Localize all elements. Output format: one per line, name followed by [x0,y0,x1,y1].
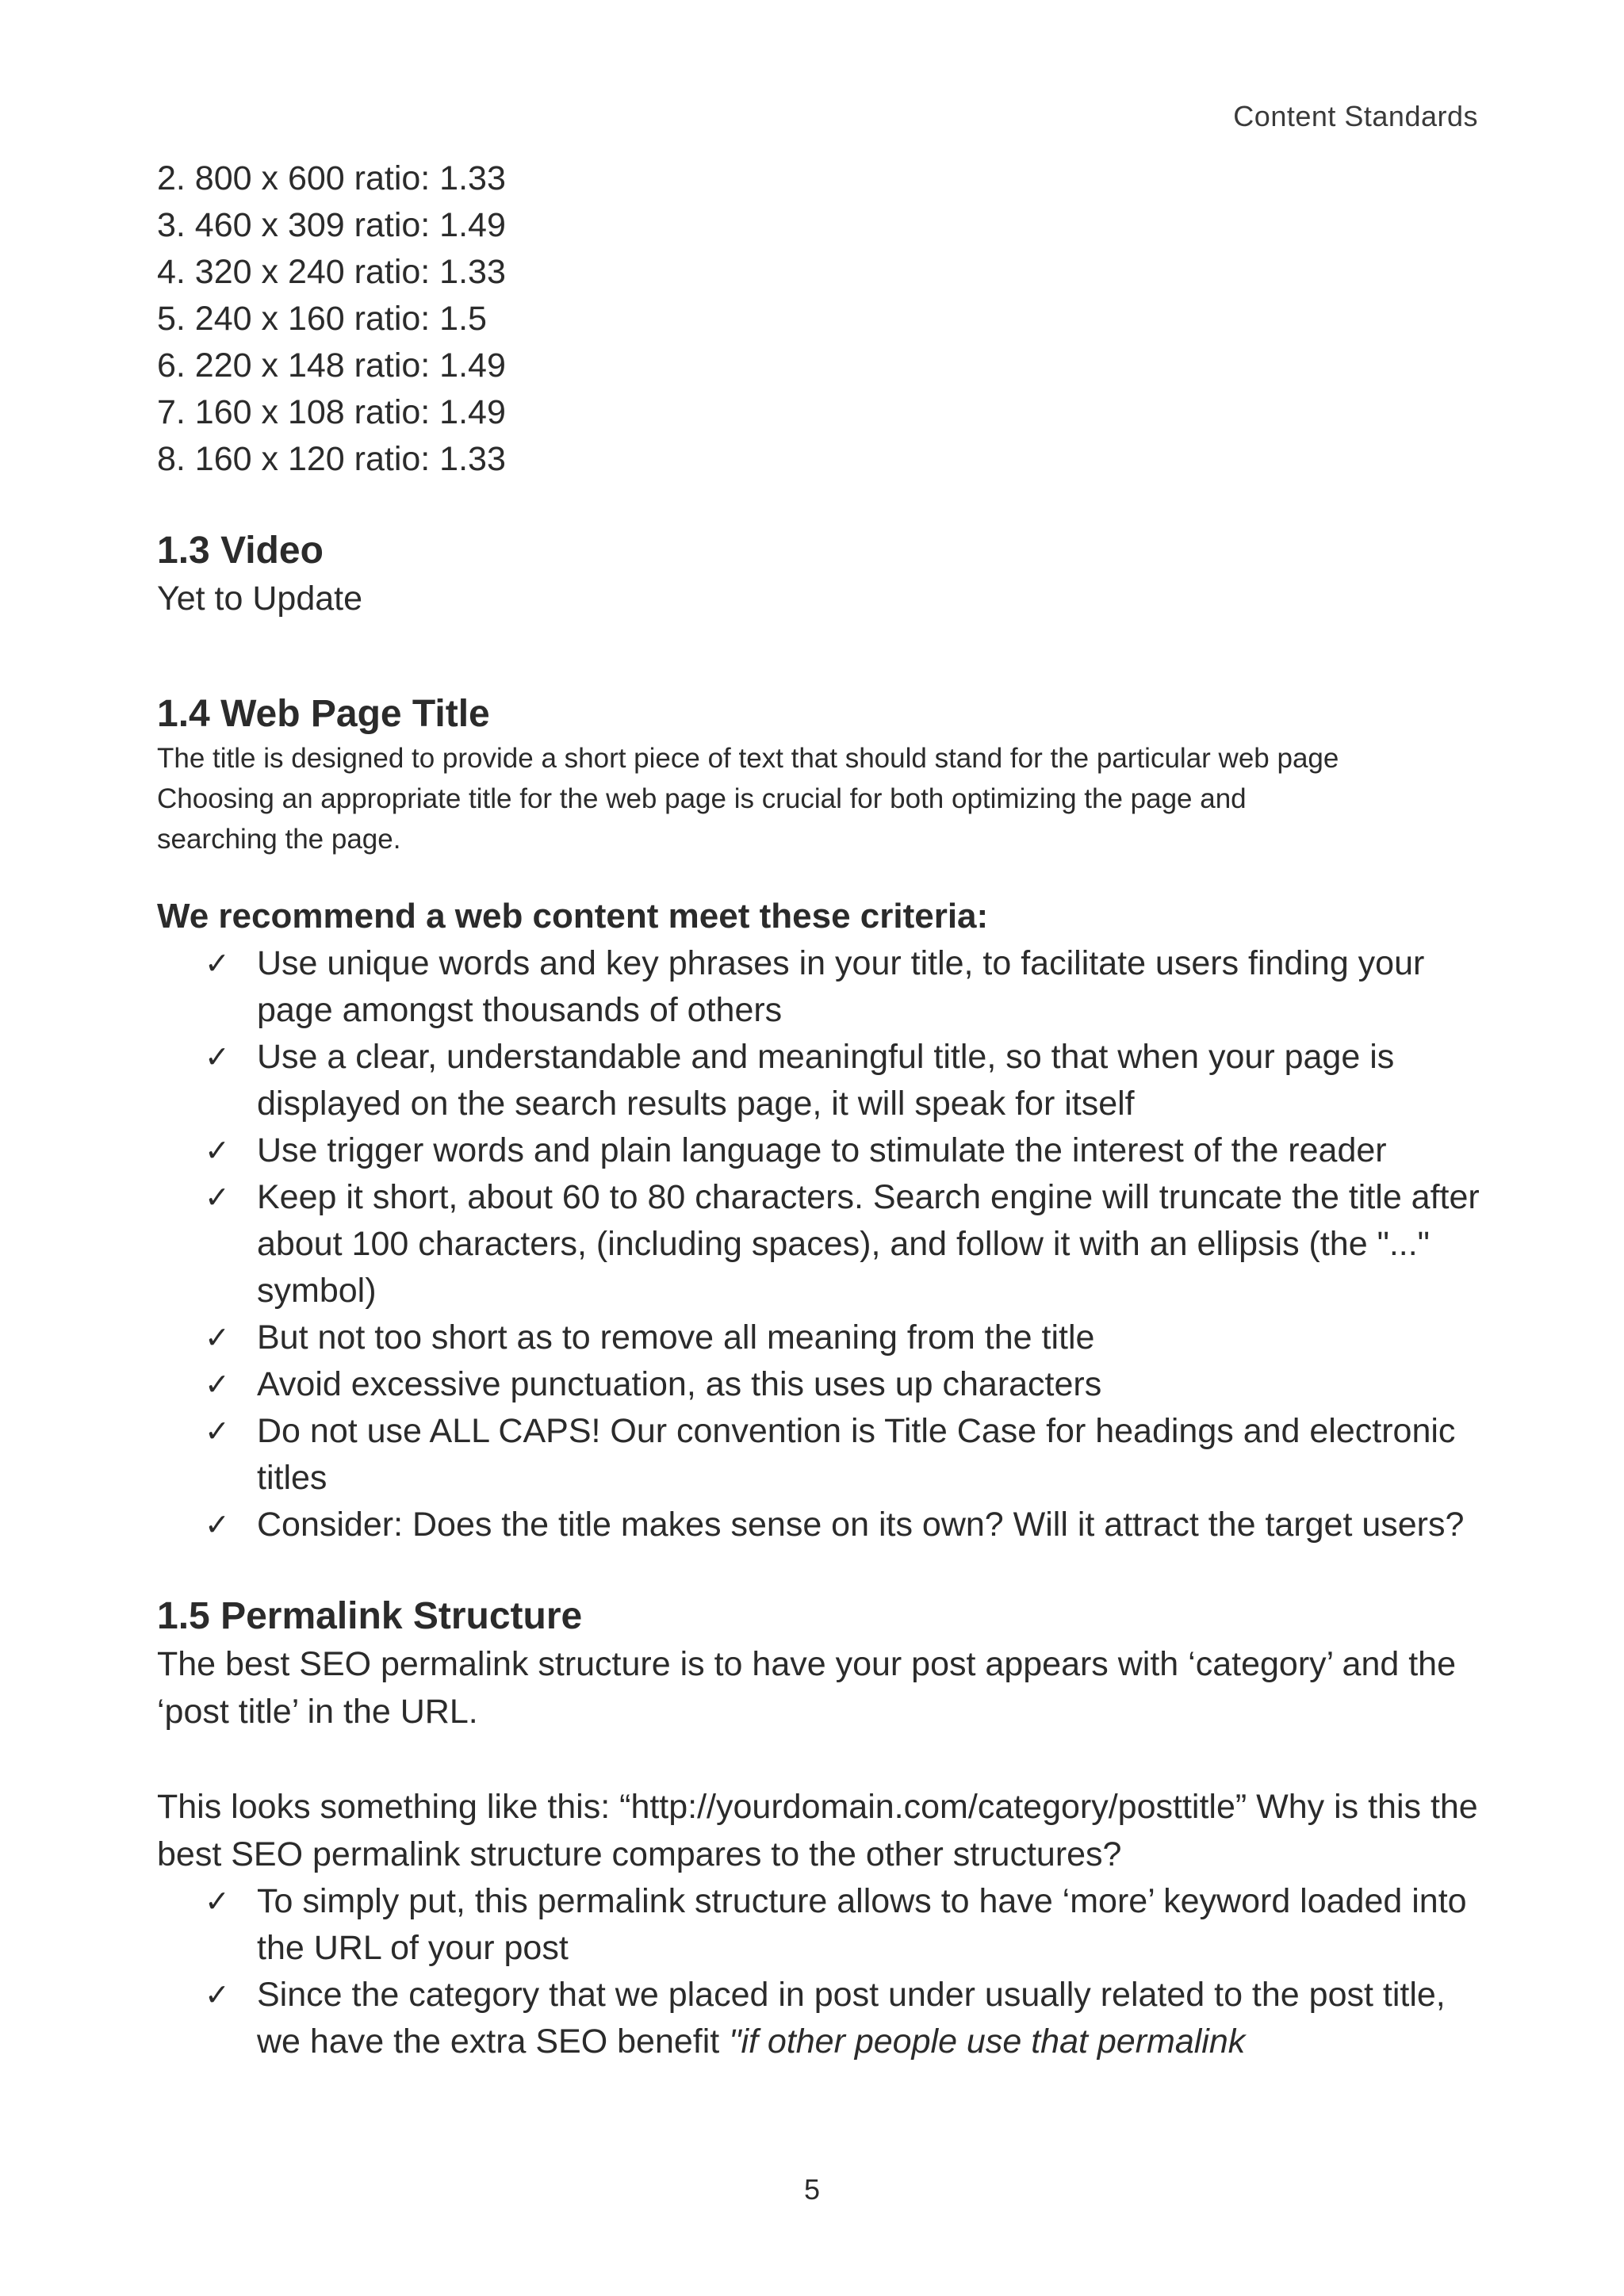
permalink-paragraph-2: This looks something like this: “http://yourdomain.com/category/posttitle” Why is this the best SEO permalink structure compares to the other structures? [157,1788,1478,1873]
checkmark-icon: ✓ [205,1039,230,1074]
list-item: 2. 800 x 600 ratio: 1.33 [157,159,506,197]
running-header: Content Standards [1233,100,1478,132]
list-item [157,1034,1481,1127]
list-item [157,1174,1481,1314]
criteria-list [157,940,1481,1548]
list-item: 5. 240 x 160 ratio: 1.5 [157,300,487,338]
list-item: 8. 160 x 120 ratio: 1.33 [157,440,506,478]
checkmark-icon: ✓ [205,1180,230,1215]
paragraph-line: searching the page. [157,824,401,855]
list-item-text: Since the category that we placed in post under usually related to the post title, we have the extra SEO benefit [257,1976,1446,2061]
checkmark-icon: ✓ [205,1414,230,1448]
list-item [157,1502,1481,1548]
list-item-text: Consider: Does the title makes sense on its own? Will it attract the target users? [257,1506,1465,1544]
list-item-text: But not too short as to remove all meaning from the title [257,1318,1095,1357]
list-item [157,940,1481,1034]
list-item-text: Use trigger words and plain language to stimulate the interest of the reader [257,1131,1387,1169]
list-item: 6. 220 x 148 ratio: 1.49 [157,346,506,385]
checkmark-icon: ✓ [205,1133,230,1168]
list-item-text: Do not use ALL CAPS! Our convention is Title Case for headings and electronic titles [257,1412,1456,1497]
list-item-text: Use a clear, understandable and meaningful title, so that when your page is displayed on the search results page, it will speak for itself [257,1038,1395,1123]
list-item-text: Use unique words and key phrases in your title, to facilitate users finding your page amongst thousands of others [257,944,1425,1029]
checkmark-icon: ✓ [205,1367,230,1402]
image-ratio-list [157,155,1481,483]
permalink-paragraph-1: The best SEO permalink structure is to have your post appears with ‘category’ and the ‘post title’ in the URL. [157,1645,1457,1731]
list-item [157,1972,1481,2065]
list-item [157,1408,1481,1502]
section-heading-permalink: 1.5 Permalink Structure [157,1595,583,1637]
criteria-heading: We recommend a web content meet these criteria: [157,897,989,936]
list-item-text: Avoid excessive punctuation, as this uses up characters [257,1365,1102,1403]
list-item: 7. 160 x 108 ratio: 1.49 [157,393,506,431]
section-heading-video: 1.3 Video [157,530,324,572]
web-page-title-paragraph [157,738,1481,859]
checkmark-icon: ✓ [205,1977,230,2012]
checkmark-icon: ✓ [205,946,230,981]
page-content [157,155,1481,2065]
list-item [157,1878,1481,1972]
list-item [157,1127,1481,1174]
checkmark-icon: ✓ [205,1320,230,1355]
list-item-text: Keep it short, about 60 to 80 characters. Search engine will truncate the title after about 100 characters, (including spaces), and follow it with an ellipsis (the "..." symbol) [257,1178,1480,1310]
list-item-italic-text: "if other people use that permalink [729,2022,1246,2061]
section-heading-web-page-title: 1.4 Web Page Title [157,693,490,735]
paragraph-line: The title is designed to provide a short piece of text that should stand for the particular web page [157,743,1339,774]
page-number: 5 [803,2173,821,2206]
video-text: Yet to Update [157,580,363,618]
list-item-text: To simply put, this permalink structure allows to have ‘more’ keyword loaded into the URL of your post [257,1882,1467,1967]
list-item: 3. 460 x 309 ratio: 1.49 [157,206,506,244]
checkmark-icon: ✓ [205,1507,230,1542]
list-item: 4. 320 x 240 ratio: 1.33 [157,253,506,291]
list-item [157,1361,1481,1408]
permalink-benefits-list [157,1878,1481,2065]
paragraph-line: Choosing an appropriate title for the web page is crucial for both optimizing the page and [157,783,1247,814]
list-item [157,1314,1481,1361]
checkmark-icon: ✓ [205,1884,230,1919]
